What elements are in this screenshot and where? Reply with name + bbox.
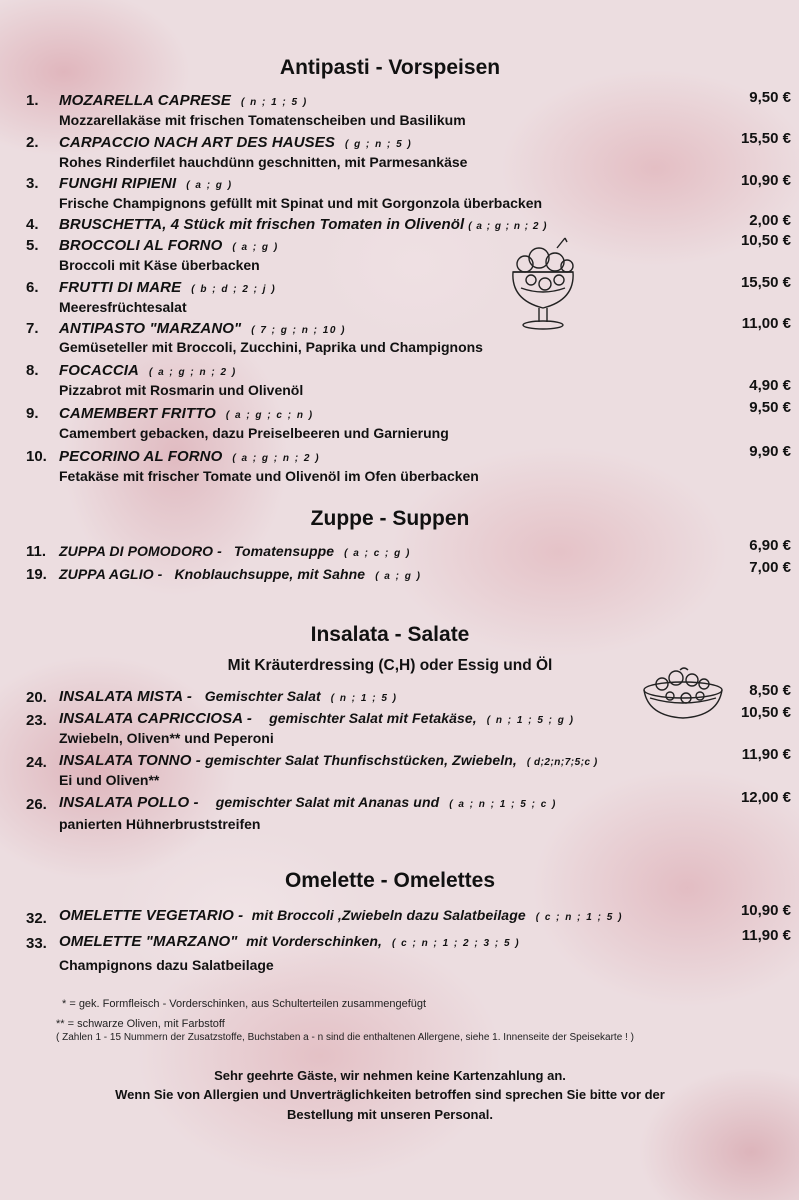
item-price: 4,90 € [749,377,791,394]
item-number: 6. [26,279,39,296]
item-name: BRUSCHETTA, 4 Stück mit frischen Tomaten in Olivenöl ( a ; g ; n ; 2 ) [59,216,548,233]
item-description: Meeresfrüchtesalat [59,299,187,315]
ice-cream-cup-icon [505,236,581,337]
item-number: 26. [26,796,47,813]
item-number: 10. [26,448,47,465]
item-allergens: ( 7 ; g ; n ; 10 ) [251,325,347,336]
item-description: gemischter Salat mit Fetakäse, [269,710,477,726]
item-description: Gemüseteller mit Broccoli, Zucchini, Paprika und Champignons [59,339,483,355]
item-number: 19. [26,566,47,583]
section-title-omelette: Omelette - Omelettes [284,869,496,892]
item-description-continued: Zwiebeln, Oliven** und Peperoni [59,730,274,746]
item-price: 9,90 € [749,443,791,460]
item-number: 2. [26,134,39,151]
item-allergens: ( n ; 1 ; 5 ; g ) [486,715,575,726]
item-price: 2,00 € [749,212,791,229]
footnote: * = gek. Formfleisch - Vorderschinken, aus Schulterteilen zusammengefügt [62,998,427,1010]
item-allergens: ( a ; g ) [186,180,233,191]
item-description: Broccoli mit Käse überbacken [59,257,260,273]
item-allergens: ( a ; n ; 1 ; 5 ; c ) [449,799,557,810]
item-price: 8,50 € [749,682,791,699]
item-allergens: ( n ; 1 ; 5 ) [240,97,308,108]
salad-bowl-icon [640,664,726,727]
item-allergens: ( a ; g ; n ; 2 ) [148,367,237,378]
item-allergens: ( a ; g ) [232,242,279,253]
item-name: INSALATA MISTA - Gemischter Salat ( n ; 1 ; 5 ) [59,688,398,705]
item-allergens: ( a ; g ; n ; 2 ) [468,221,548,232]
item-description: Frische Champignons gefüllt mit Spinat und mit Gorgonzola überbacken [59,195,543,211]
section-title-insalata: Insalata - Salate [310,623,470,646]
item-description: gemischter Salat Thunfischstücken, Zwiebeln, [205,752,517,768]
item-price: 9,50 € [749,399,791,416]
item-price: 11,90 € [741,746,791,763]
notice-line: Bestellung mit unseren Personal. [287,1107,493,1122]
item-allergens: ( c ; n ; 1 ; 5 ) [535,912,623,923]
item-name: OMELETTE VEGETARIO - mit Broccoli ,Zwiebeln dazu Salatbeilage ( c ; n ; 1 ; 5 ) [59,907,623,924]
notice-line: Wenn Sie von Allergien und Unverträglichkeiten betroffen sind sprechen Sie bitte vor der [115,1087,665,1102]
item-number: 1. [26,92,39,109]
item-name: INSALATA CAPRICCIOSA - gemischter Salat mit Fetakäse, ( n ; 1 ; 5 ; g ) [59,710,575,727]
item-description-continued: Champignons dazu Salatbeilage [59,957,274,973]
item-name: INSALATA TONNO - gemischter Salat Thunfischstücken, Zwiebeln, ( d;2;n;7;5;c ) [59,752,598,769]
item-name: ZUPPA AGLIO - Knoblauchsuppe, mit Sahne ( a ; g ) [59,566,422,582]
item-allergens: ( c ; n ; 1 ; 2 ; 3 ; 5 ) [392,938,521,949]
item-name: INSALATA POLLO - gemischter Salat mit Ananas und ( a ; n ; 1 ; 5 ; c ) [59,794,557,811]
item-name: BROCCOLI AL FORNO ( a ; g ) [59,237,279,254]
item-name: FRUTTI DI MARE ( b ; d ; 2 ; j ) [59,279,277,296]
item-number: 7. [26,320,39,337]
item-description: mit Vorderschinken, [246,933,383,949]
item-description: Rohes Rinderfilet hauchdünn geschnitten, mit Parmesankäse [59,154,468,170]
footnote: ** = schwarze Oliven, mit Farbstoff [56,1018,225,1030]
item-price: 11,00 € [741,315,791,332]
item-description: Pizzabrot mit Rosmarin und Olivenöl [59,382,304,398]
item-number: 32. [26,910,47,927]
item-price: 15,50 € [740,274,791,291]
item-allergens: ( a ; g ) [375,571,422,582]
item-price: 11,90 € [741,927,791,944]
item-allergens: ( d;2;n;7;5;c ) [526,757,598,768]
item-allergens: ( n ; 1 ; 5 ) [330,693,398,704]
item-allergens: ( b ; d ; 2 ; j ) [191,284,277,295]
item-allergens: ( a ; c ; g ) [344,548,411,559]
item-description: Fetakäse mit frischer Tomate und Olivenöl im Ofen überbacken [59,468,479,484]
notice-line: Sehr geehrte Gäste, wir nehmen keine Kartenzahlung an. [214,1068,566,1083]
item-price: 9,50 € [749,89,791,106]
item-allergens: ( a ; g ; n ; 2 ) [232,453,321,464]
section-title-antipasti: Antipasti - Vorspeisen [279,56,501,79]
item-number: 3. [26,175,39,192]
item-price: 6,90 € [749,537,791,554]
item-number: 4. [26,216,39,233]
item-name: FOCACCIA ( a ; g ; n ; 2 ) [59,362,237,379]
item-name: ZUPPA DI POMODORO - Tomatensuppe ( a ; c ; g ) [59,543,411,559]
item-number: 33. [26,935,47,952]
item-name: CARPACCIO NACH ART DES HAUSES ( g ; n ; 5 ) [59,134,413,151]
item-allergens: ( g ; n ; 5 ) [344,139,413,150]
item-number: 11. [26,543,47,560]
item-name: PECORINO AL FORNO ( a ; g ; n ; 2 ) [59,448,321,465]
item-description: Gemischter Salat [204,688,321,704]
item-price: 10,50 € [740,232,791,249]
item-description: Camembert gebacken, dazu Preiselbeeren und Garnierung [59,425,449,441]
section-subtitle-insalata: Mit Kräuterdressing (C,H) oder Essig und Öl [227,657,553,674]
item-name: FUNGHI RIPIENI ( a ; g ) [59,175,233,192]
item-description: gemischter Salat mit Ananas und [215,794,440,810]
item-description: Knoblauchsuppe, mit Sahne [174,566,366,582]
item-price: 10,50 € [740,704,791,721]
item-description: Tomatensuppe [233,543,335,559]
item-name: ANTIPASTO "MARZANO" ( 7 ; g ; n ; 10 ) [59,320,347,337]
item-allergens: ( a ; g ; c ; n ) [225,410,314,421]
item-price: 7,00 € [749,559,791,576]
item-name: OMELETTE "MARZANO" mit Vorderschinken, ( c ; n ; 1 ; 2 ; 3 ; 5 ) [59,933,521,950]
item-number: 20. [26,689,47,706]
item-price: 10,90 € [740,902,791,919]
item-description: mit Broccoli ,Zwiebeln dazu Salatbeilage [251,907,526,923]
footnote: ( Zahlen 1 - 15 Nummern der Zusatzstoffe, Buchstaben a - n sind die enthaltenen Allergene, siehe 1. Innenseite der Speisekarte ! ) [56,1032,634,1043]
item-name: CAMEMBERT FRITTO ( a ; g ; c ; n ) [59,405,314,422]
item-description-continued: Ei und Oliven** [59,772,160,788]
item-number: 9. [26,405,39,422]
item-number: 8. [26,362,39,379]
item-description-continued: panierten Hühnerbruststreifen [59,816,261,832]
item-price: 12,00 € [740,789,791,806]
item-name: MOZARELLA CAPRESE ( n ; 1 ; 5 ) [59,92,308,109]
item-number: 5. [26,237,39,254]
item-price: 15,50 € [740,130,791,147]
item-number: 23. [26,712,47,729]
item-description: Mozzarellakäse mit frischen Tomatenscheiben und Basilikum [59,112,466,128]
section-title-zuppe: Zuppe - Suppen [310,507,470,530]
item-price: 10,90 € [740,172,791,189]
item-number: 24. [26,754,47,771]
